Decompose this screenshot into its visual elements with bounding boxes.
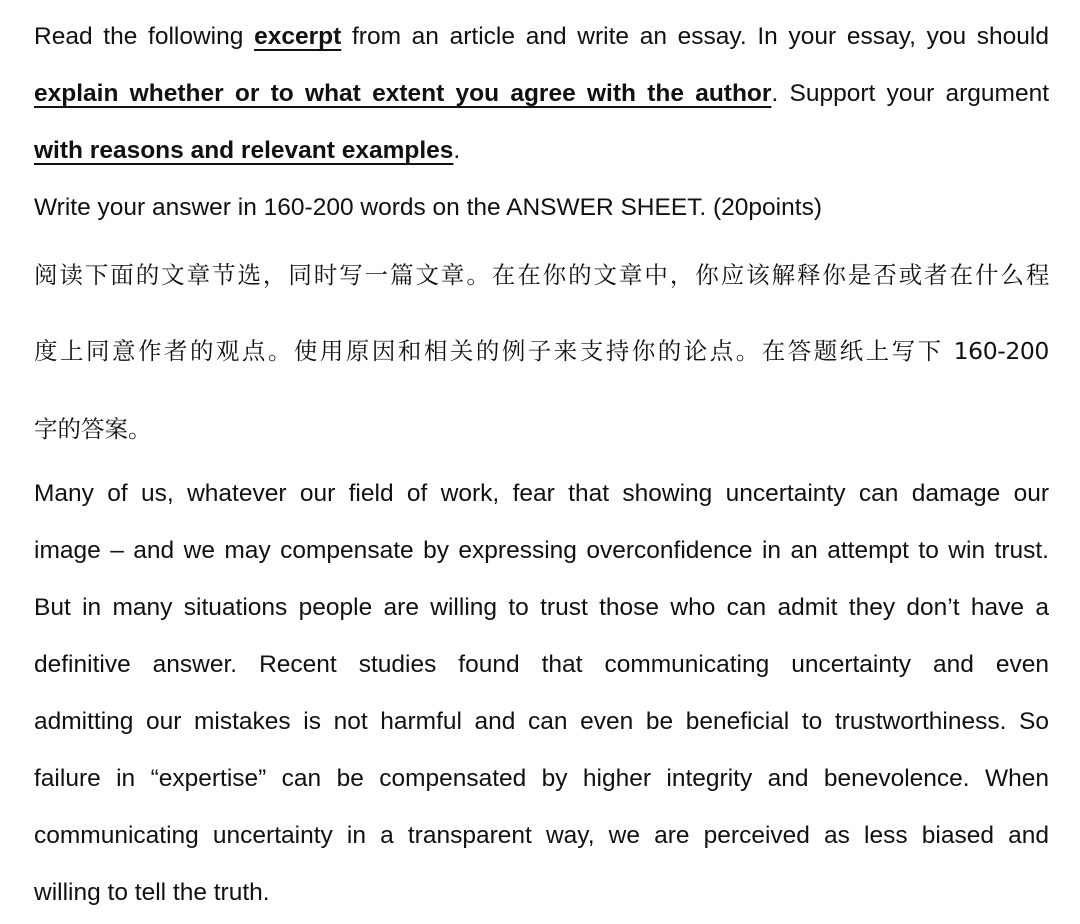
instruction-line-1-pre: Read the following xyxy=(34,23,255,50)
chinese-instruction-line-2: 度上同意作者的观点。使用原因和相关的例子来支持你的论点。在答题纸上写下 160-200 xyxy=(34,337,1049,365)
excerpt-line-8: willing to tell the truth. xyxy=(34,879,270,906)
excerpt-line-6: failure in “expertise” can be compensated by higher integrity and benevolence. When xyxy=(34,765,1049,792)
excerpt-line-7: communicating uncertainty in a transparent way, we are perceived as less biased and xyxy=(34,822,1049,849)
excerpt-line-3: But in many situations people are willing to trust those who can admit they don’t have a xyxy=(34,594,1049,621)
excerpt-line-4: definitive answer. Recent studies found that communicating uncertainty and even xyxy=(34,651,1049,678)
instruction-line-2-post: . Support your argument xyxy=(771,80,1049,107)
chinese-instruction-line-3: 字的答案。 xyxy=(34,415,152,443)
keyword-excerpt: excerpt xyxy=(254,23,342,50)
instruction-line-3 xyxy=(34,136,460,166)
keyword-explain-agreement: explain whether or to what extent you agree with the author xyxy=(34,80,772,107)
excerpt-line-1: Many of us, whatever our field of work, fear that showing uncertainty can damage our xyxy=(34,480,1049,507)
excerpt-line-5: admitting our mistakes is not harmful and can even be beneficial to trustworthiness. So xyxy=(34,708,1049,735)
keyword-reasons-examples: with reasons and relevant examples xyxy=(34,137,454,164)
instruction-line-3-post: . xyxy=(453,137,461,164)
instruction-line-1-post: from an article and write an essay. In your essay, you should xyxy=(341,23,1049,50)
excerpt-line-2: image – and we may compensate by expressing overconfidence in an attempt to win trust. xyxy=(34,537,1049,564)
chinese-instruction-line-1: 阅读下面的文章节选，同时写一篇文章。在在你的文章中，你应该解释你是否或者在什么程 xyxy=(34,261,1049,289)
instruction-line-1 xyxy=(34,22,1049,52)
instruction-line-2 xyxy=(34,79,1049,109)
instruction-line-4: Write your answer in 160-200 words on the ANSWER SHEET. (20points) xyxy=(34,194,822,221)
